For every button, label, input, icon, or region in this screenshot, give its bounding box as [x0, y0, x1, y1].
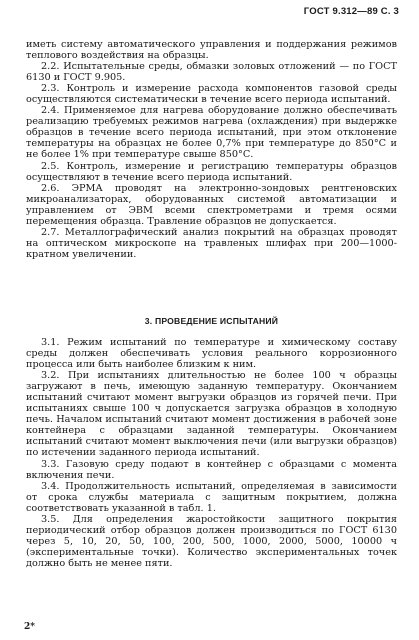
signature-mark: 2*	[24, 622, 35, 632]
paragraph-3-3: 3.3. Газовую среду подают в контейнер с образцами с момента включения печи.	[26, 458, 397, 481]
paragraph-2-4: 2.4. Применяемое для нагрева оборудование должно обеспечивать реализацию требуемых режимов нагрева (охлаждения) при выдержке образцов в течение всего периода испытаний, при этом отклонение температуры на образцах не более 0,7% при температуре до 850°С и не более 1% при температуре свыше 850°С.	[26, 105, 397, 161]
section-3-heading: 3. ПРОВЕДЕНИЕ ИСПЫТАНИЙ	[144, 316, 279, 326]
section-3-text	[26, 337, 397, 569]
paragraph-2-6: 2.6. ЭРМА проводят на электронно-зондовых рентгеновских микроанализаторах, оборудованных системой автоматизации и управлением от ЭВМ всеми спектрометрами и тремя осями перемещения образца. Травление образцов не допускается.	[26, 182, 397, 227]
paragraph-3-2: 3.2. При испытаниях длительностью не более 100 ч образцы загружают в печь, имеющую заданную температуру. Окончанием испытаний считают момент выгрузки образцов из горячей печи. При испытаниях свыше 100 ч допускается загрузка образцов в холодную печь. Началом испытаний считают момент достижения в рабочей зоне контейнера с образцами заданной температуры. Окончанием испытаний считают момент выключения печи (или выгрузки образцов) по истечении заданного периода испытаний.	[26, 370, 397, 459]
paragraph-2-1-continuation: иметь систему автоматического управления и поддержания режимов теплового воздействия на образцы.	[26, 39, 397, 62]
paragraph-2-2: 2.2. Испытательные среды, обмазки золовых отложений — по ГОСТ 6130 и ГОСТ 9.905.	[26, 61, 397, 84]
section-2-text	[26, 39, 397, 260]
paragraph-3-1: 3.1. Режим испытаний по температуре и химическому составу среды должен обеспечивать условия реального коррозионного процесса или быть наиболее близким к ним.	[26, 337, 397, 371]
paragraph-3-4: 3.4. Продолжительность испытаний, определяемая в зависимости от срока службы материала с защитным покрытием, должна соответствовать указанной в табл. 1.	[26, 480, 397, 514]
paragraph-2-5: 2.5. Контроль, измерение и регистрацию температуры образцов осуществляют в течение всего периода испытаний.	[26, 160, 397, 183]
paragraph-3-5: 3.5. Для определения жаростойкости защитного покрытия периодический отбор образцов должен производиться по ГОСТ 6130 через 5, 10, 20, 50, 100, 200, 500, 1000, 2000, 5000, 10000 ч (экспериментальные точки). Количество экспериментальных точек должно быть не менее пяти.	[26, 513, 397, 569]
running-head: ГОСТ 9.312—89 С. 3	[303, 6, 399, 17]
paragraph-2-3: 2.3. Контроль и измерение расхода компонентов газовой среды осуществляются систематически в течение всего периода испытаний.	[26, 83, 397, 106]
paragraph-2-7: 2.7. Металлографический анализ покрытий на образцах проводят на оптическом микроскопе на травленых шлифах при 200—1000-кратном увеличении.	[26, 226, 397, 260]
